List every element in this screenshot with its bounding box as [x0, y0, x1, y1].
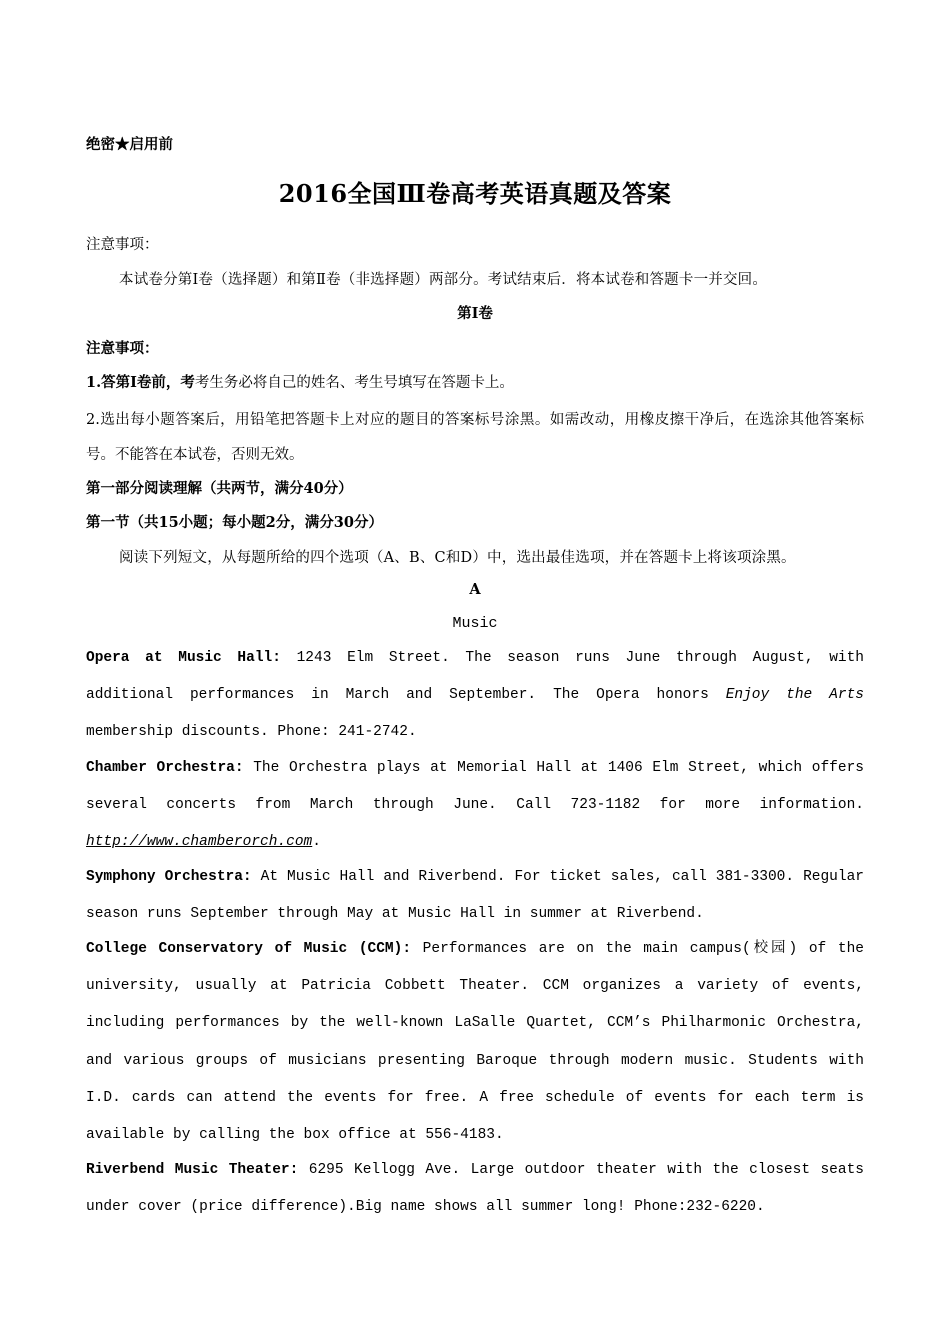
entry-text: Performances are on the main campus(校园) of the university, usually at Patricia Cobbett Theater. CCM organizes a variety of events, including performances by the well-known LaSalle Quartet, CCM’s Philharmonic Orchestra, and various groups of musicians presenting Baroque through modern music. Students with I.D. cards can attend the events for free. A free schedule of events for each term is available by calling the box office at 556-4183.: [86, 941, 864, 1144]
entry-name: Chamber Orchestra:: [86, 760, 244, 776]
entry-italic-text: Enjoy the Arts: [725, 687, 864, 704]
passage-title: Music: [452, 615, 498, 632]
entry-text: At Music Hall and Riverbend. For ticket sales, call 381-3300. Regular season runs September through May at Music Hall in summer at Riverbend.: [86, 869, 864, 923]
note-1-bold: 1.答第Ⅰ卷前，考: [86, 374, 195, 391]
entry-text: 1243 Elm Street. The season runs June through August, with additional performances in March and September. The Opera honors: [86, 650, 864, 704]
entry-riverbend: [86, 1152, 864, 1226]
note-2: 2.选出每小题答案后，用铅笔把答题卡上对应的题目的答案标号涂黑。如需改动，用橡皮擦干净后，在选涂其他答案标号。不能答在本试卷，否则无效。: [86, 412, 864, 463]
note-1-text: 考生务必将自己的姓名、考生号填写在答题卡上。: [194, 375, 514, 391]
entry-ccm: [86, 931, 864, 1154]
note-1: [86, 371, 864, 392]
page-title: 2016全国Ⅲ卷高考英语真题及答案: [278, 179, 672, 208]
volume-title: 第Ⅰ卷: [457, 305, 493, 322]
entry-text-after: .: [312, 834, 321, 851]
entry-chamber-orchestra: [86, 750, 864, 862]
exam-intro: 本试卷分第Ⅰ卷（选择题）和第Ⅱ卷（非选择题）两部分。考试结束后．将本试卷和答题卡一并交回。: [119, 272, 768, 288]
volume-notice-heading: 注意事项：: [86, 340, 159, 357]
notice-heading: 注意事项：: [86, 237, 159, 253]
entry-name: Symphony Orchestra:: [86, 869, 252, 885]
section-instruction: 阅读下列短文，从每题所给的四个选项（A、B、C和D）中，选出最佳选项，并在答题卡上将该项涂黑。: [119, 550, 796, 566]
secret-mark: 绝密★启用前: [86, 136, 173, 153]
entry-link[interactable]: http://www.chamberorch.com: [86, 834, 313, 851]
section-title: 第一节（共15小题；每小题2分，满分30分）: [86, 514, 383, 531]
entry-opera: [86, 640, 864, 752]
entry-name: College Conservatory of Music (CCM):: [86, 941, 412, 957]
entry-symphony-orchestra: [86, 859, 864, 933]
passage-letter: A: [469, 581, 481, 598]
entry-text-after: membership discounts. Phone: 241-2742.: [86, 724, 417, 741]
entry-name: Riverbend Music Theater:: [86, 1162, 299, 1178]
entry-name: Opera at Music Hall:: [86, 650, 281, 666]
entry-text: 6295 Kellogg Ave. Large outdoor theater with the closest seats under cover (price difference).Big name shows all summer long! Phone:232-6220.: [86, 1162, 864, 1216]
entry-text: The Orchestra plays at Memorial Hall at 1406 Elm Street, which offers several concerts from March through June. Call 723-1182 for more information.: [86, 760, 864, 814]
part-title: 第一部分阅读理解（共两节，满分40分）: [86, 480, 353, 497]
